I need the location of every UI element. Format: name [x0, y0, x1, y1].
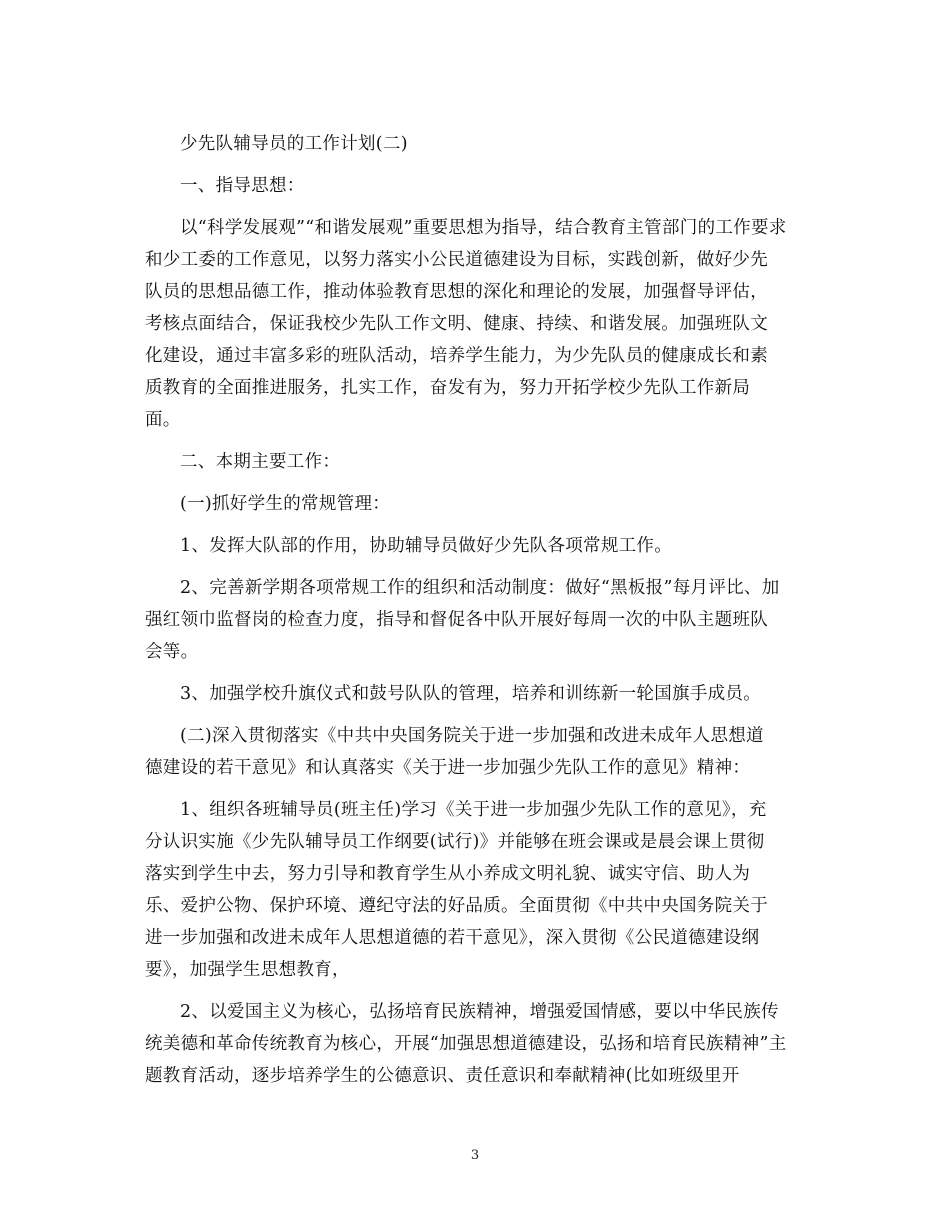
paragraph	[145, 996, 810, 1092]
text-line: 统美德和革命传统教育为核心，开展“加强思想道德建设，弘扬和培育民族精神”主	[145, 1034, 787, 1054]
text-line: 化建设，通过丰富多彩的班队活动，培养学生能力，为少先队员的健康成长和素	[145, 346, 768, 366]
text-line: 会等。	[145, 642, 199, 662]
text-line: 进一步加强和改进未成年人思想道德的若干意见》，深入贯彻《公民道德建设纲	[145, 928, 760, 948]
text-line: 分认识实施《少先队辅导员工作纲要(试行)》并能够在班会课或是晨会课上贯彻	[145, 832, 765, 852]
paragraph	[145, 212, 810, 436]
paragraph	[145, 170, 810, 202]
text-line: 2、以爱国主义为核心，弘扬培育民族精神，增强爱国情感，要以中华民族传	[180, 1002, 779, 1022]
page-number: 3	[470, 1148, 480, 1163]
text-line: 要》，加强学生思想教育，	[145, 960, 350, 980]
text-line: 1、组织各班辅导员(班主任)学习《关于进一步加强少先队工作的意见》，充	[180, 800, 767, 820]
text-line: 1、发挥大队部的作用，协助辅导员做好少先队各项常规工作。	[180, 536, 673, 556]
paragraph	[145, 572, 810, 668]
document-body	[145, 128, 810, 1102]
text-line: 落实到学生中去，努力引导和教育学生从小养成文明礼貌、诚实守信、助人为	[145, 864, 751, 884]
paragraph	[145, 128, 810, 160]
text-line: 2、完善新学期各项常规工作的组织和活动制度：做好“黑板报”每月评比、加	[180, 578, 780, 598]
text-line: 以“科学发展观”“和谐发展观”重要思想为指导，结合教育主管部门的工作要求	[180, 218, 787, 238]
paragraph	[145, 530, 810, 562]
text-line: 3、加强学校升旗仪式和鼓号队队的管理，培养和训练新一轮国旗手成员。	[180, 684, 762, 704]
text-line: 二、本期主要工作：	[180, 452, 341, 472]
text-line: 和少工委的工作意见，以努力落实小公民道德建设为目标，实践创新，做好少先	[145, 250, 768, 270]
paragraph	[145, 794, 810, 986]
text-line: 强红领巾监督岗的检查力度，指导和督促各中队开展好每周一次的中队主题班队	[145, 610, 768, 630]
text-line: (二)深入贯彻落实《中共中央国务院关于进一步加强和改进未成年人思想道	[180, 726, 764, 746]
text-line: 德建设的若干意见》和认真落实《关于进一步加强少先队工作的意见》精神：	[145, 758, 751, 778]
text-line: 队员的思想品德工作，推动体验教育思想的深化和理论的发展，加强督导评估，	[145, 282, 768, 302]
text-line: 面。	[145, 410, 181, 430]
text-line: (一)抓好学生的常规管理：	[180, 494, 391, 514]
paragraph	[145, 678, 810, 710]
paragraph	[145, 720, 810, 784]
text-line: 考核点面结合，保证我校少先队工作文明、健康、持续、和谐发展。加强班队文	[145, 314, 768, 334]
text-line: 少先队辅导员的工作计划(二)	[180, 134, 408, 154]
paragraph	[145, 488, 810, 520]
paragraph	[145, 446, 810, 478]
text-line: 质教育的全面推进服务，扎实工作，奋发有为，努力开拓学校少先队工作新局	[145, 378, 751, 398]
text-line: 乐、爱护公物、保护环境、遵纪守法的好品质。全面贯彻《中共中央国务院关于	[145, 896, 768, 916]
text-line: 一、指导思想：	[180, 176, 305, 196]
text-line: 题教育活动，逐步培养学生的公德意识、责任意识和奉献精神(比如班级里开	[145, 1066, 740, 1086]
